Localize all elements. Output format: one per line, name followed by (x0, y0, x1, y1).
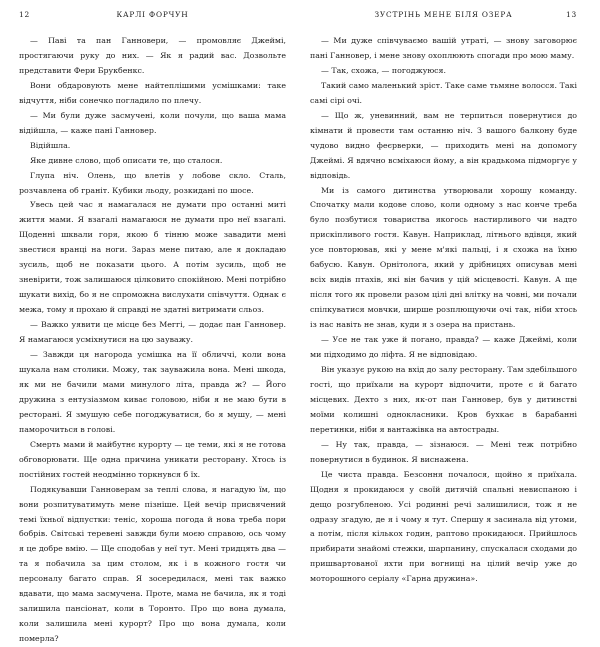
paragraph: Такий само маленький зріст. Таке саме тьмяне волосся. Такі самі сірі очі. (310, 80, 577, 105)
paragraph: Він указує рукою на вхід до залу ресторану. Там здебільшого гості, що приїхали на курорт відпочити, проте є й багато місцевих. Дехто з них, як-от пан Ганновер, був у дитинстві моїми колишні однокласники. Кров бухкає в барабанні перетинки, ніби я вантажівка на автострады. (310, 364, 577, 434)
paragraph: — Так, схожа, — погоджуюся. (321, 65, 446, 75)
paragraph: Вони обдаровують мене найтеплішими усмішками: таке відчуття, ніби сонечко погладило по плечу. (19, 80, 286, 105)
left-running-title: КАРЛІ ФОРЧУН (116, 10, 189, 19)
left-page-header (19, 10, 286, 26)
right-page-number: 13 (565, 10, 577, 19)
left-page (19, 0, 286, 644)
paragraph: Смерть мами й майбутнє курорту — це теми, які я не готова обговорювати. Ще одна причина уникати ресторану. Хтось із постійних гостей неодмінно торкнувся б їх. (19, 439, 286, 479)
right-page (310, 0, 577, 584)
left-page-body (19, 34, 286, 647)
right-page-body (310, 34, 577, 587)
paragraph: — Паві та пан Ганновери, — промовляє Джеймі, простягаючи руку до них. — Як я радий вас. Дозвольте представити Фери Брукбенкс. (19, 36, 286, 75)
paragraph: — Ми були дуже засмучені, коли почули, що ваша мама відійшла, — каже пані Ганновер. (19, 110, 286, 135)
paragraph: Подякувавши Ганноверам за теплі слова, я нагадую їм, що вони розпитуватимуть мене пізніше. Цей вечір присвячений темі їхньої відпустки: теніс, хороша погода й нова треба пори бобрів. Світські теревені завжди були моєю справою, ось чому я це добре вмію. — Ще сподобав у неї тут. Мені тридцять два — та я побачила за цим столом, як і в кожного гостя чи персоналу багато справ. Я зосередилася, мені так важко вдавати, що мама засмучена. Проте, мама не бачила, як я тоді залишила пансіонат, коли в Торонто. Про що вона думала, коли залишила мені курорт? Про що вона думала, коли померла? (19, 484, 286, 644)
left-page-number: 12 (19, 10, 31, 19)
paragraph: — Ми дуже співчуваємо вашій утраті, — знову заговорює пані Ганновер, і мене знову охоплюють спогади про мою маму. (310, 36, 577, 60)
paragraph: Увесь цей час я намагалася не думати про останні миті життя мами. Я взагалі намагаюся не думати про неї взагалі. Щоденні шквали горя, якою б тінню може завадити мені звестися вранці на ноги. Зараз мене питаю, але я докладаю зусиль, щоб не показати цього. А потім зусиль, щоб не зневірити, тож залишаюся цілковито спокійною. Мені потрібно шукати вихід, бо я не спроможна вислухати співчуття. Однак є межа, тому я прохаю й справді не здатні витримати сльоз. (19, 200, 286, 315)
paragraph: Яке дивне слово, щоб описати те, що сталося. (30, 155, 223, 165)
paragraph: Глупа ніч. Олень, що влетів у лобове скло. Сталь, розчавлена об граніт. Кубики льоду, розкидані по шосе. (19, 170, 286, 195)
paragraph: — Завжди ця нагорода усмішка на її обличчі, коли вона шукала нам столики. Можу, так зауважила вона. Мені шкода, як ми не бачили мами минулого літа, правда ж? — Його дружина з ентузіазмом киває головою, ніби я не маю бути в ресторані. Я змушую себе погоджуватися, бо я мушу, — мені паморочиться в голові. (19, 350, 286, 434)
paragraph: — Усе не так уже й погано, правда? — каже Джеймі, коли ми підходимо до ліфта. Я не відповідаю. (310, 335, 577, 360)
right-page-header (310, 10, 577, 26)
paragraph: — Важко уявити це місце без Меггі, — додає пан Ганновер. Я намагаюся усміхнутися на цю зауважу. (19, 320, 286, 345)
paragraph: Відійшла. (30, 140, 71, 150)
right-running-title: ЗУСТРІНЬ МЕНЕ БІЛЯ ОЗЕРА (374, 10, 513, 19)
paragraph: — Що ж, уневинний, вам не терпиться повернутися до кімнати й провести там останню ніч. З вашого балкону буде чудово видно феєрверки, — приходить мені на допомогу Джеймі. Я вдячно всміхаюся йому, а він крадькома підморгує у відповідь. (310, 110, 577, 180)
paragraph: Ми із самого дитинства утворювали хорошу команду. Спочатку мали кодове слово, коли одному з нас конче треба було позбутися товариства якогось настирливого чи надто прискіпливого гостя. Кавун. Наприклад, літнього вдівця, який усе повторював, які у мене м'які пальці, і я схожа на їхню бабусю. Кавун. Орнітолога, який у дрібницях описував мені всіх видів птахів, які він бачив у цій місцевості. Кавун. А ще після того як провели разом цілі дні влітку на човні, ми почали спілкуватися мовчки, ширше розплющуючи очі так, ніби хтось із нас навіть не знав, куди я з озера на пристань. (310, 185, 577, 330)
paragraph: Це чиста правда. Безсоння почалося, щойно я приїхала. Щодня я прокидаюся у своїй дитячій спальні невиспаною і дещо розгубленою. Усі родинні речі залишилися, тож я не одразу згадую, де я і чому я тут. Спершу я засинала від утоми, а потім, після кількох годин, раптово прокидаюся. Прийшлось прибирати знайомі стежки, шарпанину, спускалася сходами до пришвартованої яхти при вогнищі на цілий вечір уже до моторошного серіалу «Гарна дружина». (310, 469, 577, 584)
paragraph: — Ну так, правда, — зізнаюся. — Мені теж потрібно повернутися в будинок. Я виснажена. (310, 439, 577, 464)
